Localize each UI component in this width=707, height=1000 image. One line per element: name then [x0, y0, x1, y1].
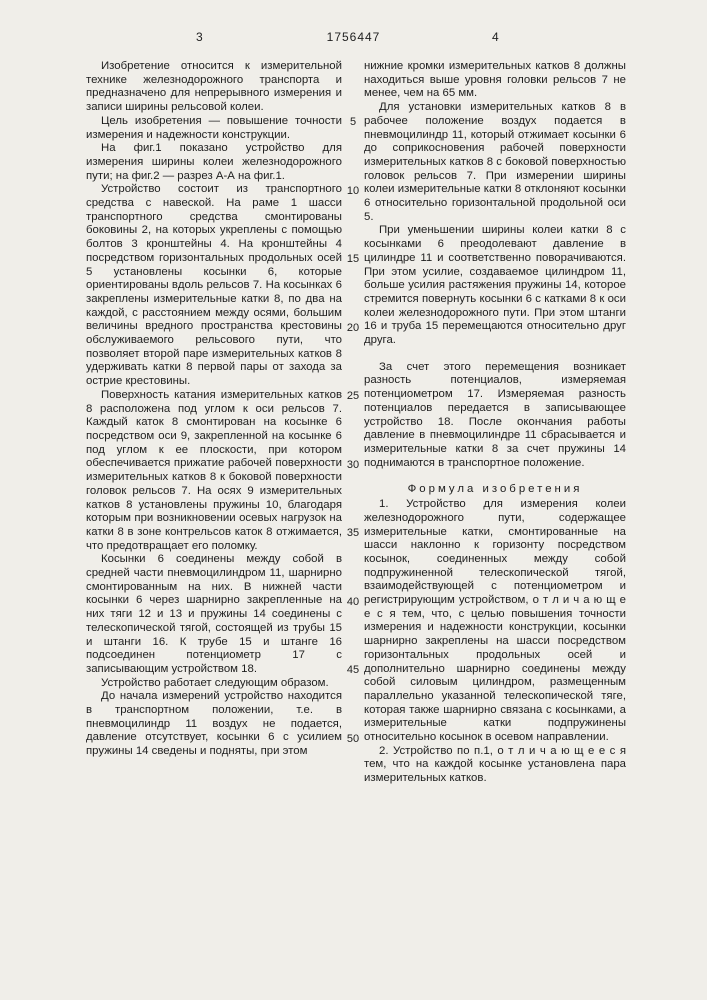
- paragraph: Устройство состоит из транспортного средства с навеской. На раме 1 шасси транспортного средства смонтированы боковины 2, на которых укреплены с помощью болтов 3 кронштейны 4. На кронштейны 4 посредством горизонтальных продольных осей 5 установлены косынки 6, которые ориентированы вдоль рельсов 7. На косынках 6 закреплены измерительные катки 8, по два на каждой, с расстоянием между осями, большим величины вредного пространства крестовины обслуживаемого рельсового пути, что позволяет второй паре измерительных катков 8 удерживать катки 8 первой пары от захода за острие крестовины.: [86, 183, 342, 388]
- gutter-line-number: 25: [346, 390, 360, 402]
- paragraph: 2. Устройство по п.1, о т л и ч а ю щ е е с я тем, что на каждой косынке установлена пара измерительных катков.: [364, 744, 626, 785]
- gutter-line-number: 20: [346, 321, 360, 334]
- gutter-line-number: 45: [346, 664, 360, 676]
- paragraph: нижние кромки измерительных катков 8 должны находиться выше уровня головки рельсов 7 не менее, чем на 65 мм.: [364, 60, 626, 100]
- gutter-line-number: 10: [346, 184, 360, 197]
- paragraph: При уменьшении ширины колеи катки 8 с косынками 6 преодолевают давление в цилиндре 11 и соответственно поворачиваются. При этом усилие, создаваемое цилиндром 11, больше усилия растяжения пружины 14, которое стремится повернуть косынки 6 с катками 8 к оси колеи железнодорожного пути. При этом штанги 16 и труба 15 перемещаются относительно друг друга.: [364, 224, 626, 347]
- right-text-column: [364, 60, 626, 786]
- gutter-line-number: 50: [346, 732, 360, 745]
- paragraph: Поверхность катания измерительных катков 8 расположена под углом к оси рельсов 7. Каждый каток 8 смонтирован на косынке 6 посредством оси 9, закрепленной на косынке 6 под углом к ее плоскости, при котором обеспечивается прижатие рабочей поверхности измерительных катков 8 к боковой поверхности головок рельсов 7. На осях 9 измерительных катков 8 установлены пружины 10, благодаря которым при возникновении осевых нагрузок на катки 8 в зоне контрельсов каток 8 отжимается, что предотвращает его поломку.: [86, 388, 342, 552]
- paragraph: До начала измерений устройство находится в транспортном положении, т.е. в пневмоцилиндр 11 воздух не подается, давление отсутствует, косынки 6 с усилием пружины 14 сведены и подняты, при этом: [86, 690, 342, 758]
- left-text-column: [86, 60, 342, 759]
- line-number-gutter: [342, 60, 364, 820]
- paragraph: Косынки 6 соединены между собой в средней части пневмоцилиндром 11, шарнирно смонтированным на них. В нижней части косынки 6 через шарнирно закрепленные на них тяги 12 и 13 и пружины 14 соединены с телескопической тягой, состоящей из трубы 15 и штанги 16. К трубе 15 и штанге 16 подсоединен потенциометр 17 с записывающим устройством 18.: [86, 553, 342, 675]
- paragraph: Изобретение относится к измерительной технике железнодорожного транспорта и предназначено для непрерывного измерения и записи ширины рельсовой колеи.: [86, 60, 342, 114]
- left-column-page-number: 3: [196, 30, 203, 44]
- paragraph: 1. Устройство для измерения колеи железнодорожного пути, содержащее измерительные катки, смонтированные на шасси наклонно к горизонту посредством косынок, соединенных между собой подпружиненной телескопической тягой, взаимодействующей с потенциометром и регистрирующим устройством, о т л и ч а ю щ е е с я тем, что, с целью повышения точности измерения и надежности конструкции, косынки шарнирно закреплены на шасси посредством горизонтальных продольных осей и дополнительно шарнирно соединены между собой силовым цилиндром, размещенным параллельно указанной телескопической тяге, которая также шарнирно связана с косынками, а измерительные катки подпружинены относительно косынок в осевом направлении.: [364, 498, 626, 744]
- claims-section-heading: Формула изобретения: [407, 483, 583, 496]
- document-body: [86, 60, 626, 820]
- gutter-line-number: 15: [346, 253, 360, 265]
- gutter-line-number: 35: [346, 527, 360, 539]
- paragraph: Для установки измерительных катков 8 в рабочее положение воздух подается в пневмоцилиндр 11, который отжимает косынки 6 до соприкосновения рабочей поверхности измерительных катков 8 с боковой поверхностью головок рельсов 7. При измерении ширины колеи измерительные катки 8 отклоняют косынки 6 относительно горизонтальной продольной оси 5.: [364, 101, 626, 223]
- paragraph: Цель изобретения — повышение точности измерения и надежности конструкции.: [86, 114, 342, 141]
- right-column-page-number: 4: [492, 30, 499, 44]
- gutter-line-number: 30: [346, 458, 360, 471]
- paragraph: За счет этого перемещения возникает разность потенциалов, измеряемая потенциометром 17. Измеряемая разность потенциалов передается в записывающее устройство 18. После окончания работы давление в пневмоцилиндре 11 сбрасывается и измерительные катки 8 за счет пружины 14 поднимаются в транспортное положение.: [364, 360, 626, 469]
- page-header: [0, 30, 707, 46]
- gutter-line-number: 5: [349, 116, 357, 128]
- paragraph: Устройство работает следующим образом.: [101, 676, 329, 689]
- paragraph: На фиг.1 показано устройство для измерения ширины колеи железнодорожного пути; на фиг.2 — разрез А-А на фиг.1.: [86, 142, 342, 182]
- patent-number: 1756447: [326, 30, 381, 44]
- gutter-line-number: 40: [346, 595, 360, 608]
